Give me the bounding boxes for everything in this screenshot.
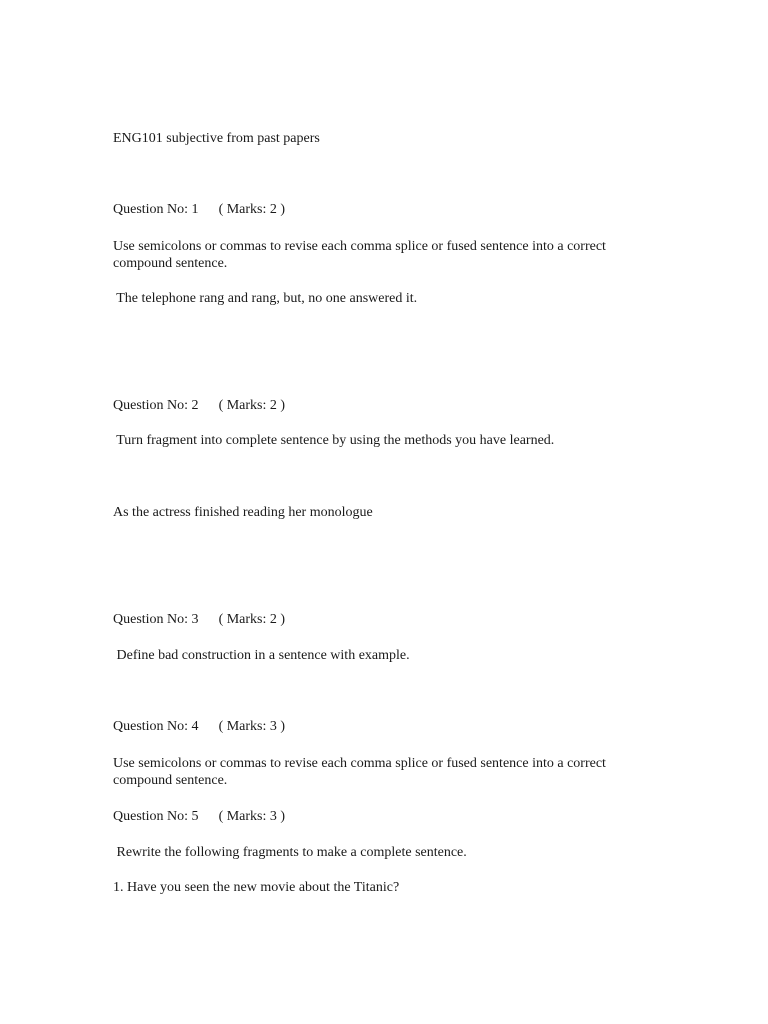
question-5-label: Question No: 5 <box>113 809 199 824</box>
question-2-label: Question No: 2 <box>113 398 199 413</box>
question-5-instruction: Rewrite the following fragments to make a complete sentence. <box>113 845 467 860</box>
question-2-header <box>113 397 285 414</box>
question-5-header <box>113 808 285 825</box>
question-5-marks: ( Marks: 3 ) <box>218 809 286 824</box>
question-3-marks: ( Marks: 2 ) <box>218 612 286 627</box>
question-4-label: Question No: 4 <box>113 719 199 734</box>
question-2-instruction: Turn fragment into complete sentence by using the methods you have learned. <box>113 433 555 448</box>
question-3-label: Question No: 3 <box>113 612 199 627</box>
question-5-item: 1. Have you seen the new movie about the Titanic? <box>113 880 400 895</box>
question-3-header <box>113 611 285 628</box>
question-1-item: The telephone rang and rang, but, no one answered it. <box>113 291 418 306</box>
question-1-label: Question No: 1 <box>113 202 199 217</box>
question-4-marks: ( Marks: 3 ) <box>218 719 286 734</box>
question-3-instruction: Define bad construction in a sentence with example. <box>113 648 410 663</box>
question-4-instruction: Use semicolons or commas to revise each comma splice or fused sentence into a correct compound sentence. <box>113 756 606 788</box>
question-1-marks: ( Marks: 2 ) <box>218 202 286 217</box>
question-1-header <box>113 201 285 218</box>
question-2-item: As the actress finished reading her monologue <box>113 505 373 520</box>
question-1-instruction: Use semicolons or commas to revise each comma splice or fused sentence into a correct compound sentence. <box>113 239 606 271</box>
question-4-header <box>113 718 285 735</box>
document-title: ENG101 subjective from past papers <box>113 131 320 146</box>
question-2-marks: ( Marks: 2 ) <box>218 398 286 413</box>
